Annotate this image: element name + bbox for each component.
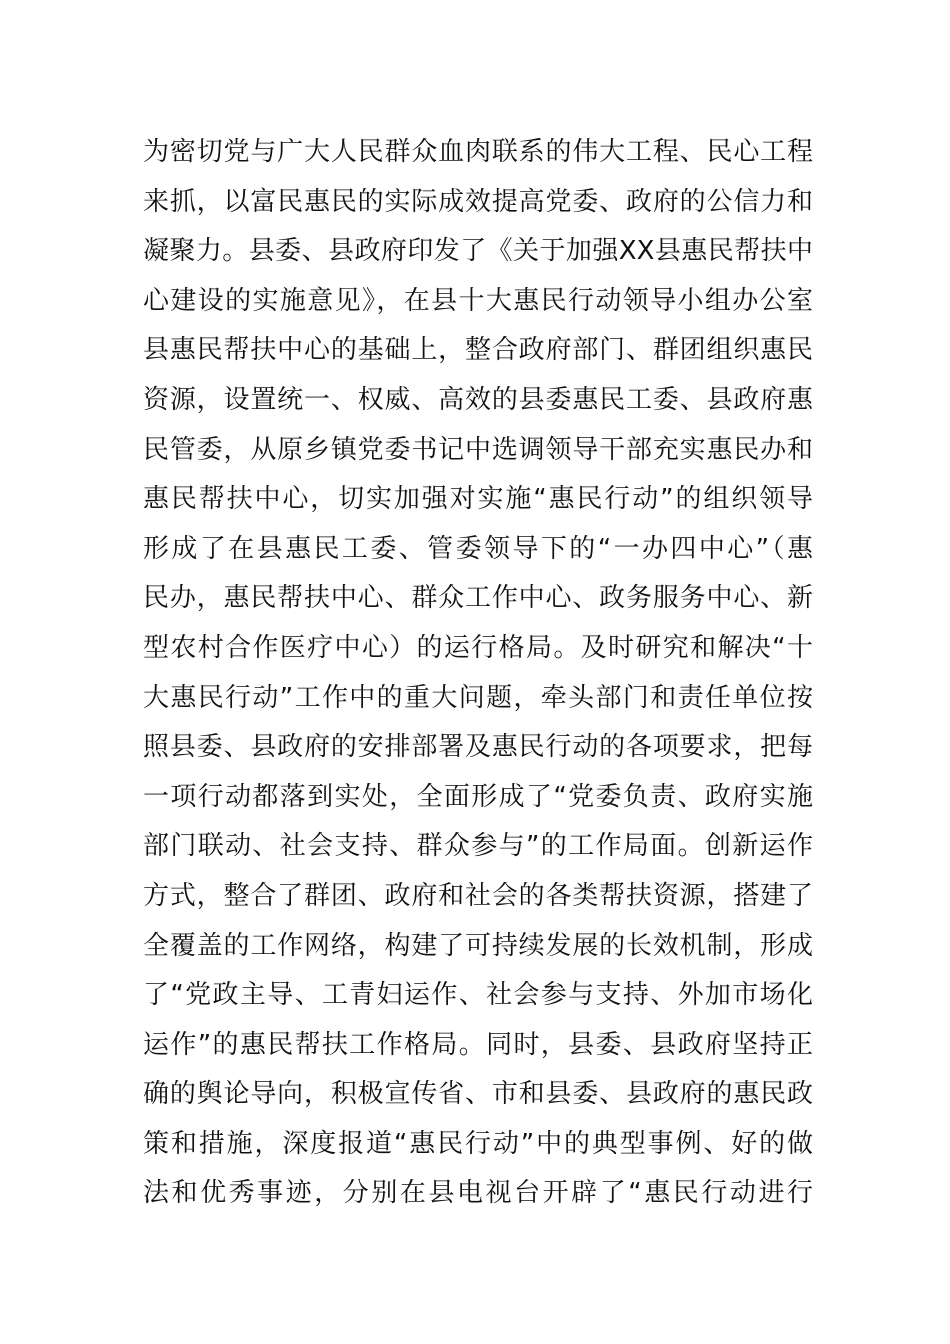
text-line: 为密切党与广大人民群众血肉联系的伟大工程、民心工程: [143, 137, 813, 167]
text-line: 了“党政主导、工青妇运作、社会参与支持、外加市场化: [143, 980, 813, 1011]
text-line: 策和措施，深度报道“惠民行动”中的典型事例、好的做: [143, 1128, 813, 1159]
text-line: 确的舆论导向，积极宣传省、市和县委、县政府的惠民政: [143, 1079, 813, 1110]
text-line: 一项行动都落到实处，全面形成了“党委负责、政府实施: [143, 781, 813, 812]
text-line: 心建设的实施意见》，在县十大惠民行动领导小组办公室: [143, 285, 813, 316]
text-line: 来抓，以富民惠民的实际成效提高党委、政府的公信力和: [143, 186, 813, 217]
text-line: 民办，惠民帮扶中心、群众工作中心、政务服务中心、新: [143, 583, 813, 614]
text-line: 大惠民行动”工作中的重大问题，牵头部门和责任单位按: [143, 682, 813, 713]
text-line: 形成了在县惠民工委、管委领导下的“一办四中心”（惠: [143, 533, 813, 564]
body-paragraph: [143, 128, 813, 1219]
text-line: 县惠民帮扶中心的基础上，整合政府部门、群团组织惠民: [143, 335, 813, 366]
text-line: 凝聚力。县委、县政府印发了《关于加强XX县惠民帮扶中: [143, 236, 813, 267]
text-line: 照县委、县政府的安排部署及惠民行动的各项要求，把每: [143, 732, 813, 763]
text-line: 运作”的惠民帮扶工作格局。同时，县委、县政府坚持正: [143, 1029, 813, 1060]
text-line: 部门联动、社会支持、群众参与”的工作局面。创新运作: [143, 831, 813, 862]
text-line: 资源，设置统一、权威、高效的县委惠民工委、县政府惠: [143, 384, 813, 415]
text-line: 方式，整合了群团、政府和社会的各类帮扶资源，搭建了: [143, 880, 813, 911]
text-line: 型农村合作医疗中心）的运行格局。及时研究和解决“十: [143, 632, 813, 663]
text-line: 法和优秀事迹，分别在县电视台开辟了“惠民行动进行: [143, 1178, 813, 1209]
text-line: 惠民帮扶中心，切实加强对实施“惠民行动”的组织领导: [143, 484, 813, 515]
text-line: 全覆盖的工作网络，构建了可持续发展的长效机制，形成: [143, 930, 813, 961]
text-line: 民管委，从原乡镇党委书记中选调领导干部充实惠民办和: [143, 434, 813, 465]
